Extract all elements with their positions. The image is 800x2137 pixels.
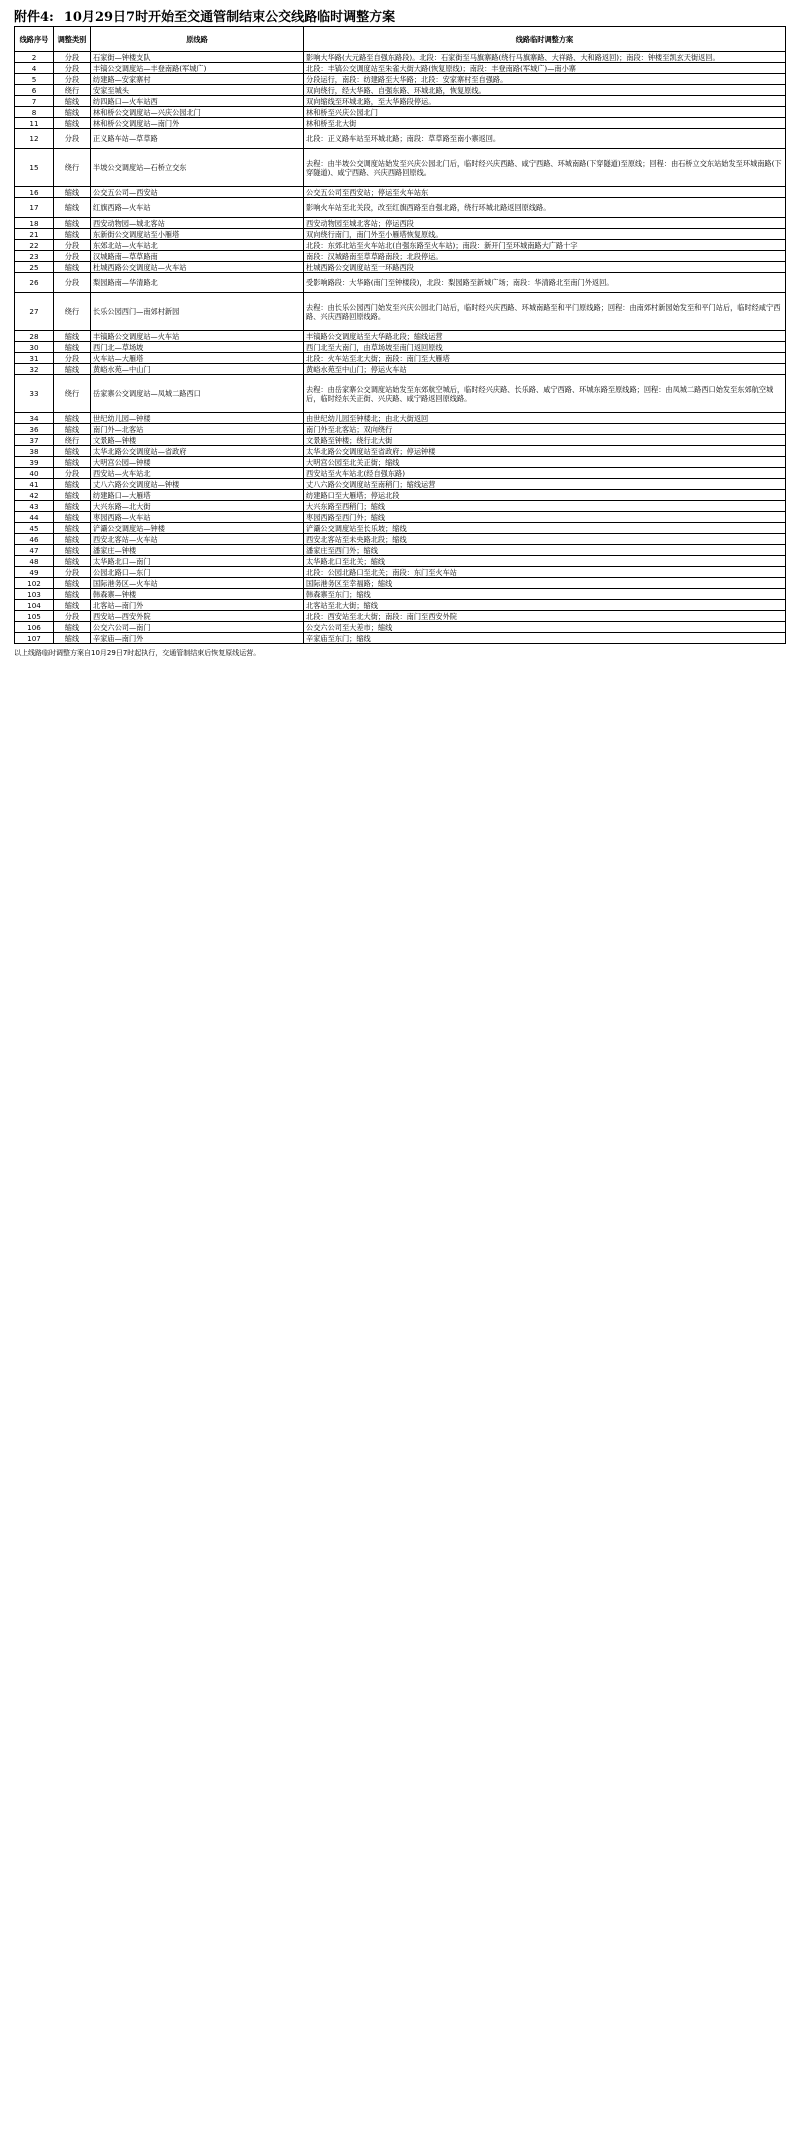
row-line-no: 17 (15, 198, 54, 218)
row-adjust-type: 绕行 (54, 85, 91, 96)
row-plan: 影响火车站至北关段，改至红旗西路至自强北路，绕行环城北路返回原线路。 (304, 198, 786, 218)
row-plan: 北段：西安站至北大街；南段：南门至西安外院 (304, 611, 786, 622)
row-line-no: 37 (15, 435, 54, 446)
row-plan: 大明宫公园至北关正街；缩线 (304, 457, 786, 468)
table-row (15, 118, 786, 129)
row-plan: 由世纪幼儿园至钟楼北；由北大街返回 (304, 413, 786, 424)
table-row (15, 218, 786, 229)
row-line-name: 林和桥公交调度站—兴庆公园北门 (91, 107, 304, 118)
row-plan: 枣园西路至西门外；缩线 (304, 512, 786, 523)
table-row (15, 262, 786, 273)
row-line-name: 丰镐路公交调度站—火车站 (91, 331, 304, 342)
row-line-name: 西安站—西安外院 (91, 611, 304, 622)
row-line-name: 东郊北站—火车站北 (91, 240, 304, 251)
table-row (15, 413, 786, 424)
row-line-no: 30 (15, 342, 54, 353)
table-row (15, 600, 786, 611)
row-line-name: 汉城路南—草草路南 (91, 251, 304, 262)
row-plan: 丈八六路公交调度站至南稍门；缩线运营 (304, 479, 786, 490)
row-plan: 西门北至大南门，由草场坡至南门返回原线 (304, 342, 786, 353)
row-adjust-type: 缩线 (54, 446, 91, 457)
row-line-no: 18 (15, 218, 54, 229)
row-line-no: 46 (15, 534, 54, 545)
row-adjust-type: 缩线 (54, 413, 91, 424)
row-adjust-type: 缩线 (54, 622, 91, 633)
row-line-name: 杜城西路公交调度站—火车站 (91, 262, 304, 273)
row-line-name: 西安站—火车站北 (91, 468, 304, 479)
row-adjust-type: 缩线 (54, 424, 91, 435)
row-line-name: 国际港务区—火车站 (91, 578, 304, 589)
table-row (15, 353, 786, 364)
row-plan: 浐灞公交调度站至长乐坡；缩线 (304, 523, 786, 534)
table-row (15, 375, 786, 413)
row-adjust-type: 缩线 (54, 96, 91, 107)
route-adjustment-table (14, 26, 786, 644)
row-adjust-type: 缩线 (54, 501, 91, 512)
table-row (15, 589, 786, 600)
row-adjust-type: 缩线 (54, 107, 91, 118)
row-adjust-type: 缩线 (54, 534, 91, 545)
row-plan: 丰镐路公交调度站至大华路北段；缩线运营 (304, 331, 786, 342)
table-row (15, 107, 786, 118)
table-row (15, 85, 786, 96)
row-adjust-type: 缩线 (54, 229, 91, 240)
footer-note: 以上线路临时调整方案自10月29日7时起执行，交通管制结束后恢复原线运营。 (14, 649, 261, 657)
row-line-no: 2 (15, 52, 54, 63)
row-line-no: 102 (15, 578, 54, 589)
row-adjust-type: 缩线 (54, 342, 91, 353)
table-row (15, 424, 786, 435)
row-plan: 影响大华路(大元路至自强东路段)。北段：石家街至马旗寨路(绕行马旗寨路、大祥路、大和路返回)；南段：钟楼至凯玄天街返回。 (304, 52, 786, 63)
row-adjust-type: 分段 (54, 251, 91, 262)
row-adjust-type: 绕行 (54, 375, 91, 413)
row-plan: 北段：公园北路口至北关；南段：东门至火车站 (304, 567, 786, 578)
row-line-name: 纺建路—安家寨村 (91, 74, 304, 85)
row-line-no: 8 (15, 107, 54, 118)
document-header (14, 4, 786, 26)
row-line-name: 西安北客站—火车站 (91, 534, 304, 545)
row-line-no: 45 (15, 523, 54, 534)
row-adjust-type: 缩线 (54, 364, 91, 375)
row-adjust-type: 缩线 (54, 331, 91, 342)
table-row (15, 446, 786, 457)
row-plan: 大兴东路至西稍门；缩线 (304, 501, 786, 512)
row-line-name: 正义路车站—草草路 (91, 129, 304, 149)
row-plan: 黄峪水苑至中山门；停运火车站 (304, 364, 786, 375)
row-adjust-type: 缩线 (54, 589, 91, 600)
document-title: 10月29日7时开始至交通管制结束公交线路临时调整方案 (63, 9, 396, 25)
row-plan: 西安北客站至未央路北段；缩线 (304, 534, 786, 545)
row-adjust-type: 分段 (54, 63, 91, 74)
row-line-name: 枣园西路—火车站 (91, 512, 304, 523)
table-row (15, 468, 786, 479)
table-row (15, 63, 786, 74)
row-line-no: 5 (15, 74, 54, 85)
row-plan: 去程：由岳家寨公交调度站始发至东郊航空城后，临时经兴庆路、长乐路、咸宁西路、环城东路至原线路；回程：由凤城二路西口始发至东郊航空城后，临时经东关正街、兴庆路、咸宁路返回原线路。 (304, 375, 786, 413)
row-line-name: 大明宫公园—钟楼 (91, 457, 304, 468)
row-line-no: 38 (15, 446, 54, 457)
row-line-no: 106 (15, 622, 54, 633)
row-line-name: 丰镐公交调度站—丰登南路(军城广) (91, 63, 304, 74)
row-line-name: 文景路—钟楼 (91, 435, 304, 446)
table-row (15, 96, 786, 107)
row-line-name: 公园北路口—东门 (91, 567, 304, 578)
row-line-name: 潘家庄—钟楼 (91, 545, 304, 556)
row-adjust-type: 分段 (54, 353, 91, 364)
row-line-no: 26 (15, 273, 54, 293)
table-row (15, 633, 786, 644)
row-line-name: 丈八六路公交调度站—钟楼 (91, 479, 304, 490)
row-line-name: 西门北—草场坡 (91, 342, 304, 353)
row-line-no: 40 (15, 468, 54, 479)
row-line-no: 25 (15, 262, 54, 273)
row-line-name: 世纪幼儿园—钟楼 (91, 413, 304, 424)
row-line-no: 22 (15, 240, 54, 251)
row-adjust-type: 缩线 (54, 118, 91, 129)
row-line-no: 27 (15, 293, 54, 331)
header-adjust-type: 调整类别 (54, 27, 91, 52)
row-adjust-type: 分段 (54, 129, 91, 149)
table-row (15, 129, 786, 149)
table-row (15, 74, 786, 85)
row-plan: 太华路北口至北关；缩线 (304, 556, 786, 567)
table-row (15, 501, 786, 512)
row-line-name: 长乐公园西门—南郊村新园 (91, 293, 304, 331)
table-row (15, 364, 786, 375)
row-line-name: 浐灞公交调度站—钟楼 (91, 523, 304, 534)
row-line-name: 红旗西路—火车站 (91, 198, 304, 218)
row-plan: 分段运行，南段：纺建路至大华路；北段：安家寨村至自强路。 (304, 74, 786, 85)
table-row (15, 512, 786, 523)
row-adjust-type: 分段 (54, 273, 91, 293)
row-line-no: 47 (15, 545, 54, 556)
row-plan: 西安站至火车站北(经自强东路) (304, 468, 786, 479)
row-line-no: 31 (15, 353, 54, 364)
table-row (15, 523, 786, 534)
row-plan: 北段：东郊北站至火车站北(自强东路至火车站)；南段：新开门至环城南路大广路十字 (304, 240, 786, 251)
attachment-label: 附件4: (14, 9, 54, 25)
row-line-no: 105 (15, 611, 54, 622)
row-line-no: 11 (15, 118, 54, 129)
table-row (15, 534, 786, 545)
row-plan: 北段：丰镐公交调度站至朱雀大街大路(恢复原线)；南段：丰登南路(军城广)—南小寨 (304, 63, 786, 74)
row-adjust-type: 绕行 (54, 149, 91, 187)
row-line-no: 28 (15, 331, 54, 342)
row-line-name: 石家街—钟楼支队 (91, 52, 304, 63)
row-adjust-type: 缩线 (54, 633, 91, 644)
table-row (15, 435, 786, 446)
row-plan: 太华北路公交调度站至省政府；停运钟楼 (304, 446, 786, 457)
table-row (15, 545, 786, 556)
row-line-no: 16 (15, 187, 54, 198)
row-line-name: 西安动物园—城北客站 (91, 218, 304, 229)
table-row (15, 229, 786, 240)
table-row (15, 251, 786, 262)
row-line-no: 15 (15, 149, 54, 187)
row-plan: 林和桥至兴庆公园北门 (304, 107, 786, 118)
row-line-name: 公交五公司—西安站 (91, 187, 304, 198)
table-row (15, 622, 786, 633)
row-line-no: 41 (15, 479, 54, 490)
row-plan: 双向绕行，经大华路、自强东路、环城北路，恢复原线。 (304, 85, 786, 96)
row-line-name: 半坡公交调度站—石桥立交东 (91, 149, 304, 187)
table-body (15, 52, 786, 644)
table-row (15, 611, 786, 622)
row-adjust-type: 分段 (54, 567, 91, 578)
row-plan: 去程：由半坡公交调度站始发至兴庆公园北门后，临时经兴庆西路、咸宁西路、环城南路(下穿隧道)至原线；回程：由石桥立交东站始发至环城南路(下穿隧道)、咸宁西路、兴庆西路回原线。 (304, 149, 786, 187)
row-adjust-type: 缩线 (54, 218, 91, 229)
row-line-no: 4 (15, 63, 54, 74)
row-adjust-type: 分段 (54, 52, 91, 63)
row-line-name: 纺建路口—大雁塔 (91, 490, 304, 501)
row-plan: 纺建路口至大雁塔；停运北段 (304, 490, 786, 501)
row-line-no: 39 (15, 457, 54, 468)
row-plan: 双向缩线至环城北路，至大华路段停运。 (304, 96, 786, 107)
row-plan: 双向绕行南门，南门外至小雁塔恢复原线。 (304, 229, 786, 240)
row-line-no: 12 (15, 129, 54, 149)
row-line-no: 107 (15, 633, 54, 644)
row-adjust-type: 缩线 (54, 578, 91, 589)
row-plan: 韩森寨至东门；缩线 (304, 589, 786, 600)
row-adjust-type: 缩线 (54, 457, 91, 468)
row-plan: 林和桥至北大街 (304, 118, 786, 129)
row-plan: 北段：正义路车站至环城北路；南段：草草路至南小寨返回。 (304, 129, 786, 149)
row-adjust-type: 缩线 (54, 198, 91, 218)
table-row (15, 198, 786, 218)
row-line-no: 36 (15, 424, 54, 435)
table-row (15, 273, 786, 293)
row-adjust-type: 分段 (54, 468, 91, 479)
header-plan: 线路临时调整方案 (304, 27, 786, 52)
row-plan: 公交五公司至西安站；停运至火车站东 (304, 187, 786, 198)
row-line-name: 林和桥公交调度站—南门外 (91, 118, 304, 129)
row-line-name: 东新街公交调度站至小雁塔 (91, 229, 304, 240)
row-adjust-type: 缩线 (54, 479, 91, 490)
row-adjust-type: 缩线 (54, 556, 91, 567)
row-line-name: 火车站—大雁塔 (91, 353, 304, 364)
table-row (15, 52, 786, 63)
table-row (15, 578, 786, 589)
row-line-name: 岳家寨公交调度站—凤城二路西口 (91, 375, 304, 413)
row-adjust-type: 缩线 (54, 262, 91, 273)
header-line-name: 原线路 (91, 27, 304, 52)
row-plan: 杜城西路公交调度站至一环路西段 (304, 262, 786, 273)
row-line-name: 北客站—南门外 (91, 600, 304, 611)
row-line-no: 32 (15, 364, 54, 375)
row-adjust-type: 缩线 (54, 512, 91, 523)
row-adjust-type: 分段 (54, 74, 91, 85)
row-line-name: 南门外—北客站 (91, 424, 304, 435)
table-row (15, 187, 786, 198)
row-adjust-type: 绕行 (54, 435, 91, 446)
row-plan: 北客站至北大街；缩线 (304, 600, 786, 611)
row-line-name: 太华路北口—南门 (91, 556, 304, 567)
row-line-no: 49 (15, 567, 54, 578)
row-adjust-type: 缩线 (54, 490, 91, 501)
table-row (15, 457, 786, 468)
row-plan: 公交六公司至大差市；缩线 (304, 622, 786, 633)
row-adjust-type: 缩线 (54, 545, 91, 556)
row-line-name: 安家至城头 (91, 85, 304, 96)
row-line-no: 33 (15, 375, 54, 413)
row-line-no: 7 (15, 96, 54, 107)
row-adjust-type: 缩线 (54, 187, 91, 198)
table-row (15, 342, 786, 353)
row-line-no: 34 (15, 413, 54, 424)
row-line-name: 大兴东路—北大街 (91, 501, 304, 512)
header-line-no: 线路序号 (15, 27, 54, 52)
row-plan: 文景路至钟楼；绕行北大街 (304, 435, 786, 446)
row-plan: 去程：由长乐公园西门始发至兴庆公园北门站后，临时经兴庆西路、环城南路至和平门原线路；回程：由南郊村新园始发至和平门站后，临时经咸宁西路、兴庆西路回原线路。 (304, 293, 786, 331)
row-line-name: 太华北路公交调度站—省政府 (91, 446, 304, 457)
row-line-name: 梨园路南—华清路北 (91, 273, 304, 293)
table-row (15, 556, 786, 567)
row-line-no: 43 (15, 501, 54, 512)
row-plan: 受影响路段：大华路(南门至钟楼段)，北段：梨园路至新城广场；南段：华清路北至南门外返回。 (304, 273, 786, 293)
row-adjust-type: 绕行 (54, 293, 91, 331)
table-row (15, 149, 786, 187)
row-line-no: 48 (15, 556, 54, 567)
table-row (15, 479, 786, 490)
row-adjust-type: 分段 (54, 611, 91, 622)
row-line-name: 韩森寨—钟楼 (91, 589, 304, 600)
row-plan: 国际港务区至幸福路；缩线 (304, 578, 786, 589)
row-plan: 潘家庄至西门外；缩线 (304, 545, 786, 556)
row-line-no: 6 (15, 85, 54, 96)
row-line-no: 104 (15, 600, 54, 611)
row-plan: 西安动物园至城北客站；停运西段 (304, 218, 786, 229)
row-line-name: 纺四路口—火车站西 (91, 96, 304, 107)
row-line-no: 23 (15, 251, 54, 262)
row-plan: 南段：汉城路南至草草路南段；北段停运。 (304, 251, 786, 262)
row-plan: 北段：火车站至北大街；南段：南门至大雁塔 (304, 353, 786, 364)
row-plan: 南门外至北客站；双向绕行 (304, 424, 786, 435)
row-line-no: 42 (15, 490, 54, 501)
table-row (15, 331, 786, 342)
table-row (15, 240, 786, 251)
row-line-name: 辛家庙—南门外 (91, 633, 304, 644)
row-line-name: 黄峪水苑—中山门 (91, 364, 304, 375)
row-line-name: 公交六公司—南门 (91, 622, 304, 633)
table-row (15, 567, 786, 578)
table-row (15, 293, 786, 331)
row-adjust-type: 分段 (54, 240, 91, 251)
table-row (15, 490, 786, 501)
row-line-no: 103 (15, 589, 54, 600)
row-adjust-type: 缩线 (54, 600, 91, 611)
row-line-no: 44 (15, 512, 54, 523)
row-line-no: 21 (15, 229, 54, 240)
row-adjust-type: 缩线 (54, 523, 91, 534)
row-plan: 辛家庙至东门；缩线 (304, 633, 786, 644)
